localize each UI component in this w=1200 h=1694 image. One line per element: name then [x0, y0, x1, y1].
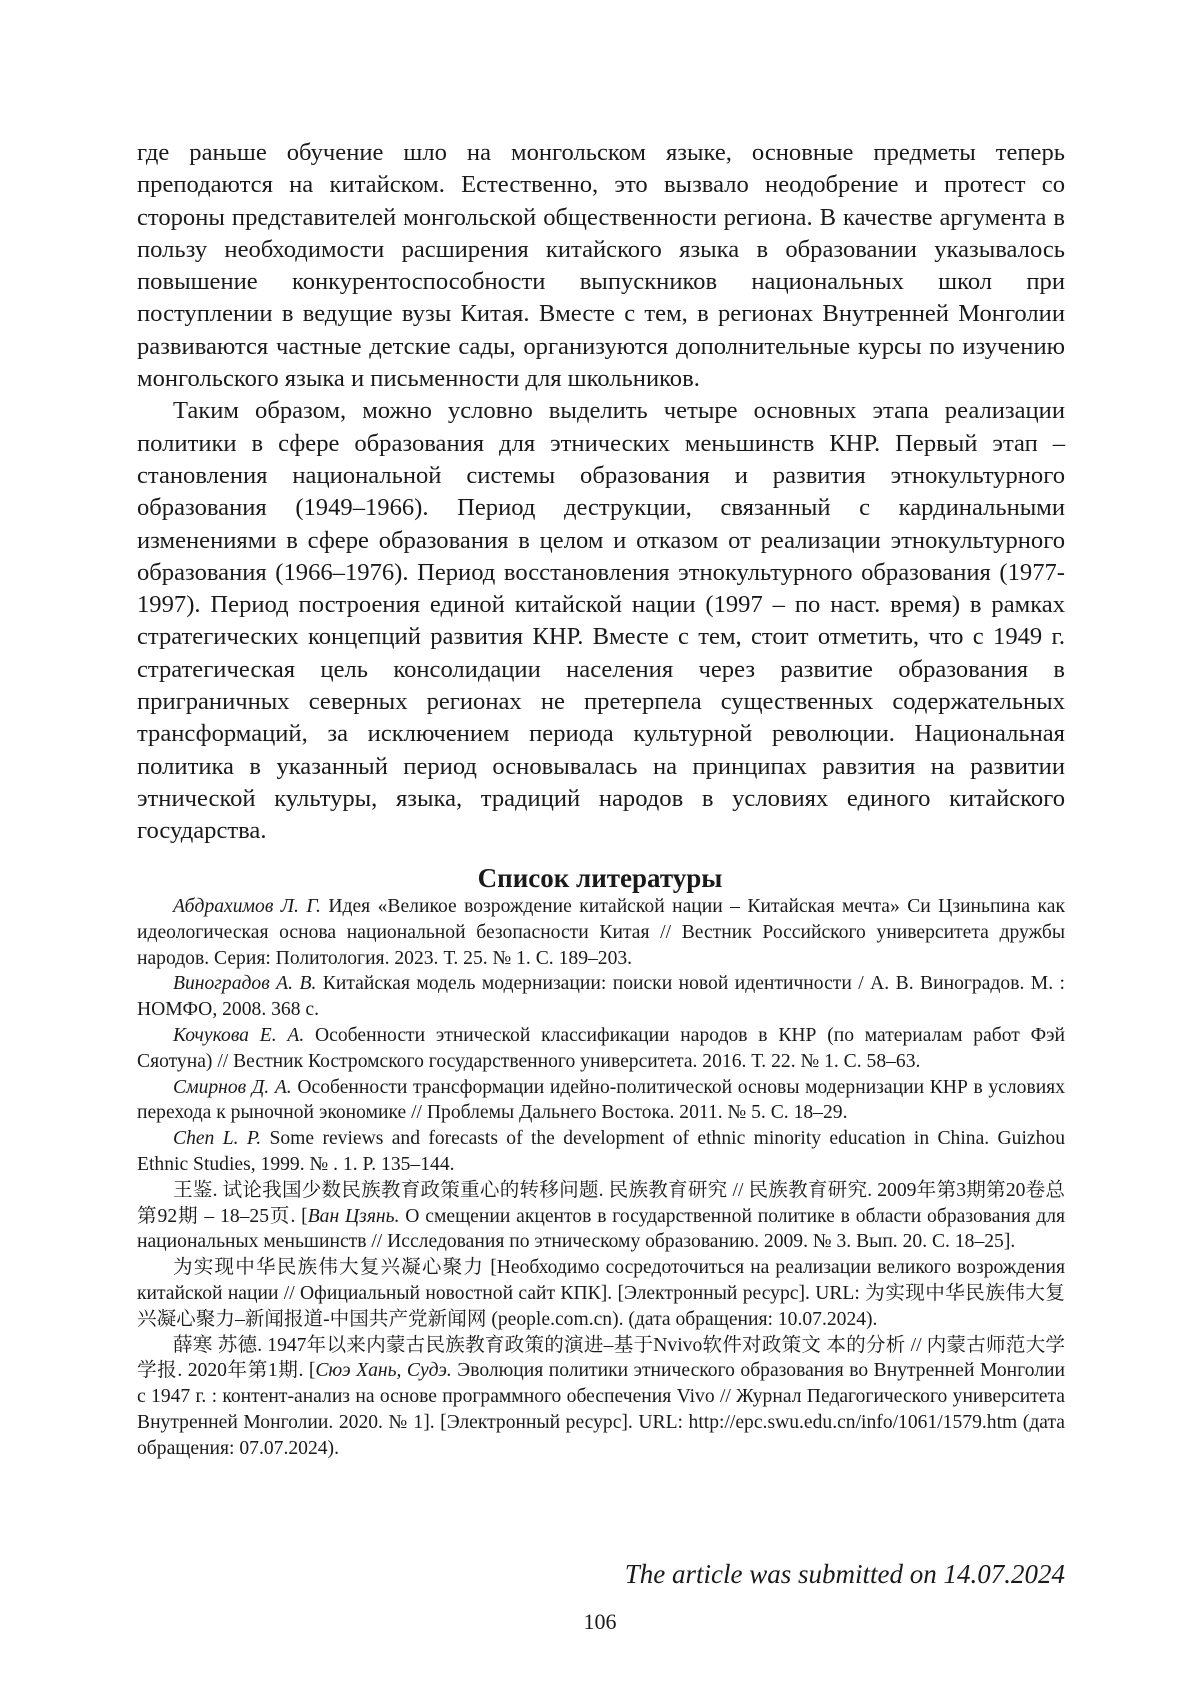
reference-author: Ван Цзянь.	[307, 1205, 400, 1227]
page-number: 106	[583, 1609, 617, 1634]
reference-author: Сюэ Хань, Судэ.	[315, 1360, 452, 1382]
reference-item	[137, 1178, 1065, 1255]
reference-item	[137, 1075, 1065, 1127]
submission-note: The article was submitted on 14.07.2024	[624, 1559, 1065, 1589]
references-heading: Список литературы	[477, 863, 723, 893]
reference-text: Эволюция политики этнического образования во Внутренней Монголии с 1947 г. : контент-анализ на основе программного обеспечения Vivo // Журнал Педагогического университета Внутренней Монголии. 2020. № 1]. [Электронный ресурс]. URL: http://epc.swu.edu.cn/info/1061/1579.htm (дата обращения: 07.07.2024).	[137, 1360, 1065, 1459]
references-list	[137, 894, 1065, 1462]
reference-author: Chen L. P.	[173, 1128, 262, 1150]
paragraph: где раньше обучение шло на монгольском языке, основные предметы теперь преподаются на китайском. Естественно, это вызвало неодобрение и протест со стороны представителей монгольской общественности региона. В качестве аргумента в пользу необходимости расширения китайского языка в образовании указывалось повышение конкурентоспособности выпускников национальных школ при поступлении в ведущие вузы Китая. Вместе с тем, в регионах Внутренней Монголии развиваются частные детские сады, организуются дополнительные курсы по изучению монгольского языка и письменности для школьников.	[137, 139, 1065, 393]
reference-original-title: 薛寒 苏德. 1947年以来内蒙古民族教育政策的演进–基于Nvivo软件对政策文 本的分析 // 内蒙古师范大学学报. 2020年第1期. [	[137, 1334, 1065, 1382]
reference-author: Смирнов Д. А.	[173, 1076, 292, 1098]
reference-author: Кочукова Е. А.	[173, 1024, 305, 1046]
reference-text: Some reviews and forecasts of the development of ethnic minority education in China. Guizhou Ethnic Studies, 1999. № . 1. P. 135–144.	[137, 1128, 1065, 1175]
reference-text: Особенности этнической классификации народов в КНР (по материалам работ Фэй Сяотуна) // Вестник Костромского государственного университета. 2016. Т. 22. № 1. С. 58–63.	[137, 1024, 1065, 1072]
reference-item	[137, 1333, 1065, 1462]
reference-text: Китайская модель модернизации: поиски новой идентичности / А. В. Виноградов. М. : НОМФО, 2008. 368 с.	[137, 973, 1065, 1021]
reference-author: Абдрахимов Л. Г.	[173, 896, 321, 917]
reference-text: Идея «Великое возрождение китайской нации – Китайская мечта» Си Цзиньпина как идеологическая основа национальной безопасности Китая // Вестник Российского университета дружбы народов. Серия: Политология. 2023. Т. 25. № 1. С. 189–203.	[137, 896, 1065, 969]
reference-text: О смещении акцентов в государственной политике в области образования для национальных меньшинств // Исследования по этническому образованию. 2009. № 3. Вып. 20. С. 18–25].	[137, 1205, 1066, 1253]
reference-item	[137, 1126, 1065, 1178]
reference-item	[137, 894, 1065, 971]
body-text	[137, 137, 1065, 848]
reference-item	[137, 1023, 1065, 1075]
reference-text: 为实现中华民族伟大复兴凝心聚力 [Необходимо сосредоточиться на реализации великого возрождения китайской нации // Официальный новостной сайт КПК]. [Электронный ресурс]. URL: 为实现中华民族伟大复兴凝心聚力–新闻报道-中国共产党新闻网 (people.com.cn). (дата обращения: 10.07.2024).	[137, 1257, 1065, 1330]
paragraph: Таким образом, можно условно выделить четыре основных этапа реализации политики в сфере образования для этнических меньшинств КНР. Первый этап – становления национальной системы образования и развития этнокультурного образования (1949–1966). Период деструкции, связанный с кардинальными изменениями в сфере образования в целом и отказом от реализации этнокультурного образования (1966–1976). Период восстановления этнокультурного образования (1977-1997). Период построения единой китайской нации (1997 – по наст. время) в рамках стратегических концепций развития КНР. Вместе с тем, стоит отметить, что с 1949 г. стратегическая цель консолидации населения через развитие образования в приграничных северных регионах не претерпела существенных содержательных трансформаций, за исключением периода культурной революции. Национальная политика в указанный период основывалась на принципах равзития на развитии этнической культуры, языка, традиций народов в условиях единого китайского государства.	[137, 397, 1065, 845]
reference-author: Виноградов А. В.	[173, 973, 317, 995]
reference-original-title: 王鉴. 试论我国少数民族教育政策重心的转移问题. 民族教育研究 // 民族教育研究. 2009年第3期第20卷总第92期 – 18–25页. [	[137, 1179, 1065, 1227]
reference-text: Особенности трансформации идейно-политической основы модернизации КНР в условиях перехода к рыночной экономике // Проблемы Дальнего Востока. 2011. № 5. С. 18–29.	[137, 1076, 1065, 1124]
reference-item	[137, 971, 1065, 1023]
reference-item	[137, 1255, 1065, 1332]
